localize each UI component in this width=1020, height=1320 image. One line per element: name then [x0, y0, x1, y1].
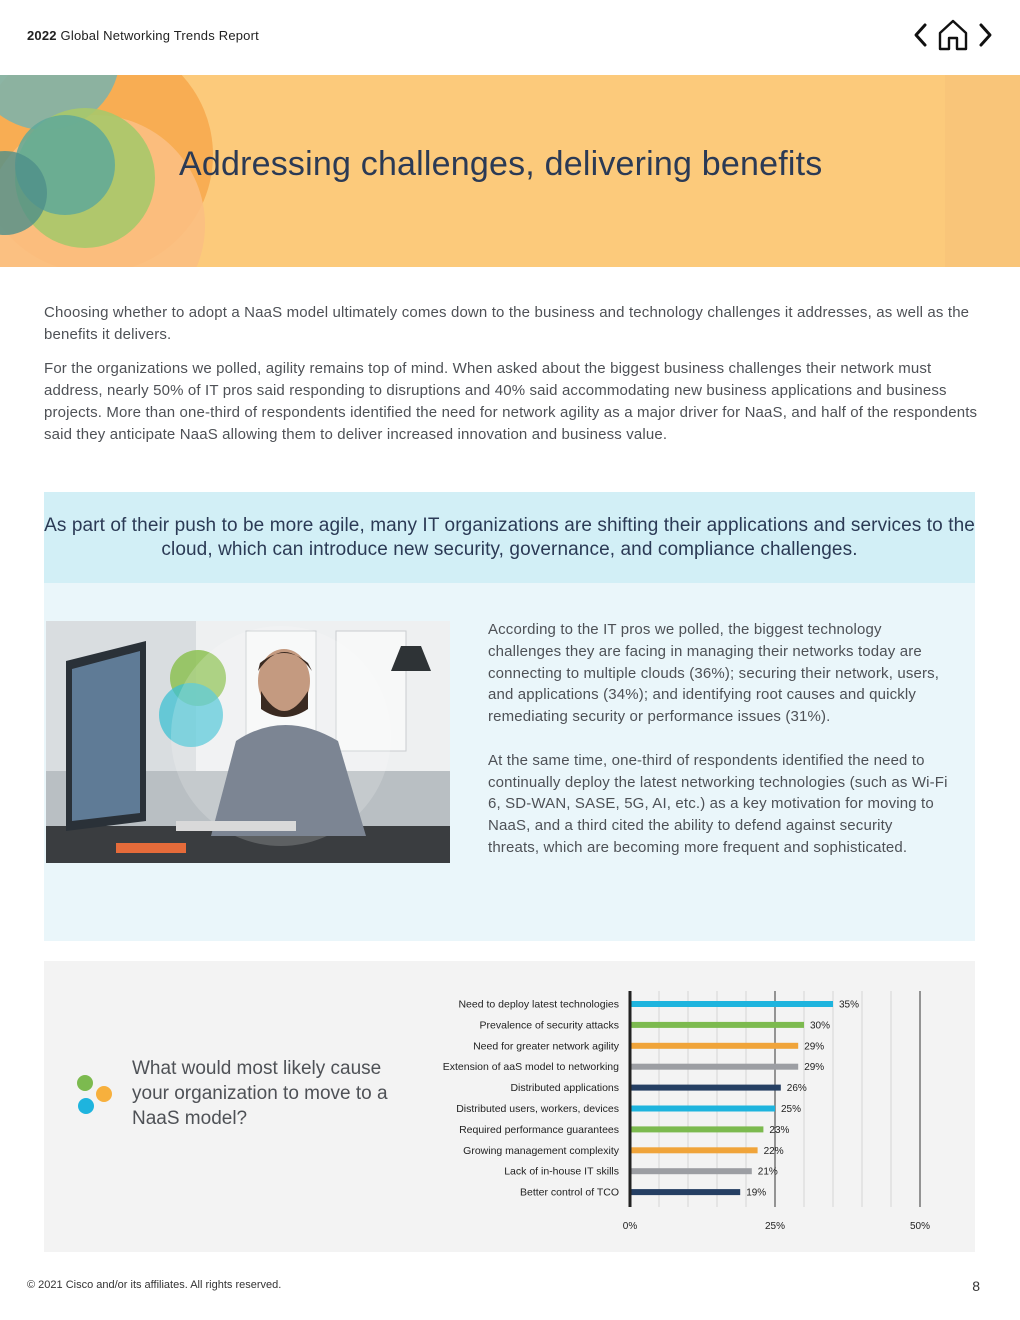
photo-panel: [44, 583, 975, 941]
page-title: Addressing challenges, delivering benefits: [179, 145, 823, 183]
value-label: 25%: [781, 1104, 802, 1115]
category-label: Better control of TCO: [519, 1186, 619, 1199]
panel-text: [488, 619, 948, 881]
value-label: 26%: [786, 1083, 807, 1095]
bar: [630, 1085, 781, 1091]
home-button[interactable]: [936, 18, 970, 52]
value-label: 19%: [746, 1187, 767, 1199]
report-name: Global Networking Trends Report: [60, 28, 259, 43]
page-navigation: [910, 18, 996, 52]
category-label: Extension of aaS model to networking: [442, 1061, 619, 1074]
bar: [630, 1001, 833, 1007]
panel-paragraph-2: At the same time, one-third of respondents identified the need to continually deploy the latest networking technologies (such as Wi-Fi 6, SD-WAN, SASE, 5G, AI, etc.) as a key motivation for moving to NaaS, and a third cited the ability to defend against security threats, which are becoming more frequent and sophisticated.: [488, 751, 948, 856]
chart-panel: [44, 961, 975, 1252]
value-label: 22%: [763, 1145, 784, 1157]
value-label: 30%: [810, 1020, 831, 1032]
category-label: Prevalence of security attacks: [479, 1019, 619, 1032]
bar: [630, 1168, 752, 1174]
category-label: Need for greater network agility: [473, 1040, 619, 1053]
home-icon: [938, 19, 968, 51]
copyright: © 2021 Cisco and/or its affiliates. All rights reserved.: [27, 1279, 282, 1291]
value-label: 29%: [804, 1041, 825, 1053]
chevron-left-icon: [913, 22, 929, 48]
bar-chart: [44, 961, 975, 1252]
report-year: 2022: [27, 28, 57, 43]
value-label: 23%: [769, 1124, 790, 1136]
office-photo: [46, 621, 450, 863]
bar: [630, 1147, 758, 1153]
bar: [630, 1022, 804, 1028]
category-label: Distributed applications: [510, 1082, 619, 1095]
value-label: 21%: [757, 1166, 778, 1178]
bar: [630, 1106, 775, 1112]
bar: [630, 1043, 798, 1049]
category-label: Growing management complexity: [463, 1144, 619, 1157]
report-title: [27, 28, 259, 43]
category-label: Need to deploy latest technologies: [458, 998, 619, 1011]
callout-text: As part of their push to be more agile, many IT organizations are shifting their applications and services to the cloud, which can introduce new security, governance, and compliance challenges.: [44, 514, 975, 560]
value-label: 29%: [804, 1062, 825, 1074]
next-page-button[interactable]: [974, 18, 996, 52]
top-bar: [0, 0, 1020, 75]
intro-paragraph-1: Choosing whether to adopt a NaaS model ultimately comes down to the business and technology challenges it addresses, as well as the benefits it delivers.: [44, 304, 970, 343]
value-label: 35%: [839, 999, 860, 1011]
x-tick-label: 50%: [909, 1221, 931, 1232]
panel-paragraph-1: According to the IT pros we polled, the biggest technology challenges they are facing in managing their networks today are connecting to multiple clouds (36%); securing their network, users, and applications (34%); and identifying root causes and quickly remediating security or performance issues (31%).: [488, 621, 940, 726]
page-number: 8: [972, 1278, 980, 1294]
intro-text: [44, 302, 979, 458]
intro-paragraph-2: For the organizations we polled, agility remains top of mind. When asked about the biggest business challenges their network must address, nearly 50% of IT pros said responding to disruptions and 40% said accommodating new business applications and business projects. More than one-third of respondents identified the need for network agility as a major driver for NaaS, and half of the respondents said they anticipate NaaS allowing them to deliver increased innovation and business value.: [44, 360, 978, 443]
bar: [630, 1064, 798, 1070]
hero-banner: [0, 75, 1020, 267]
chevron-right-icon: [977, 22, 993, 48]
callout-box: [44, 492, 975, 583]
x-tick-label: 25%: [764, 1221, 786, 1232]
category-label: Distributed users, workers, devices: [456, 1103, 619, 1115]
category-label: Lack of in-house IT skills: [504, 1165, 619, 1178]
previous-page-button[interactable]: [910, 18, 932, 52]
chart-question: What would most likely cause your organization to move to a NaaS model?: [132, 1058, 388, 1129]
category-label: Required performance guarantees: [459, 1123, 619, 1136]
x-tick-label: 0%: [622, 1221, 638, 1232]
bar: [630, 1189, 740, 1195]
bar: [630, 1126, 763, 1132]
